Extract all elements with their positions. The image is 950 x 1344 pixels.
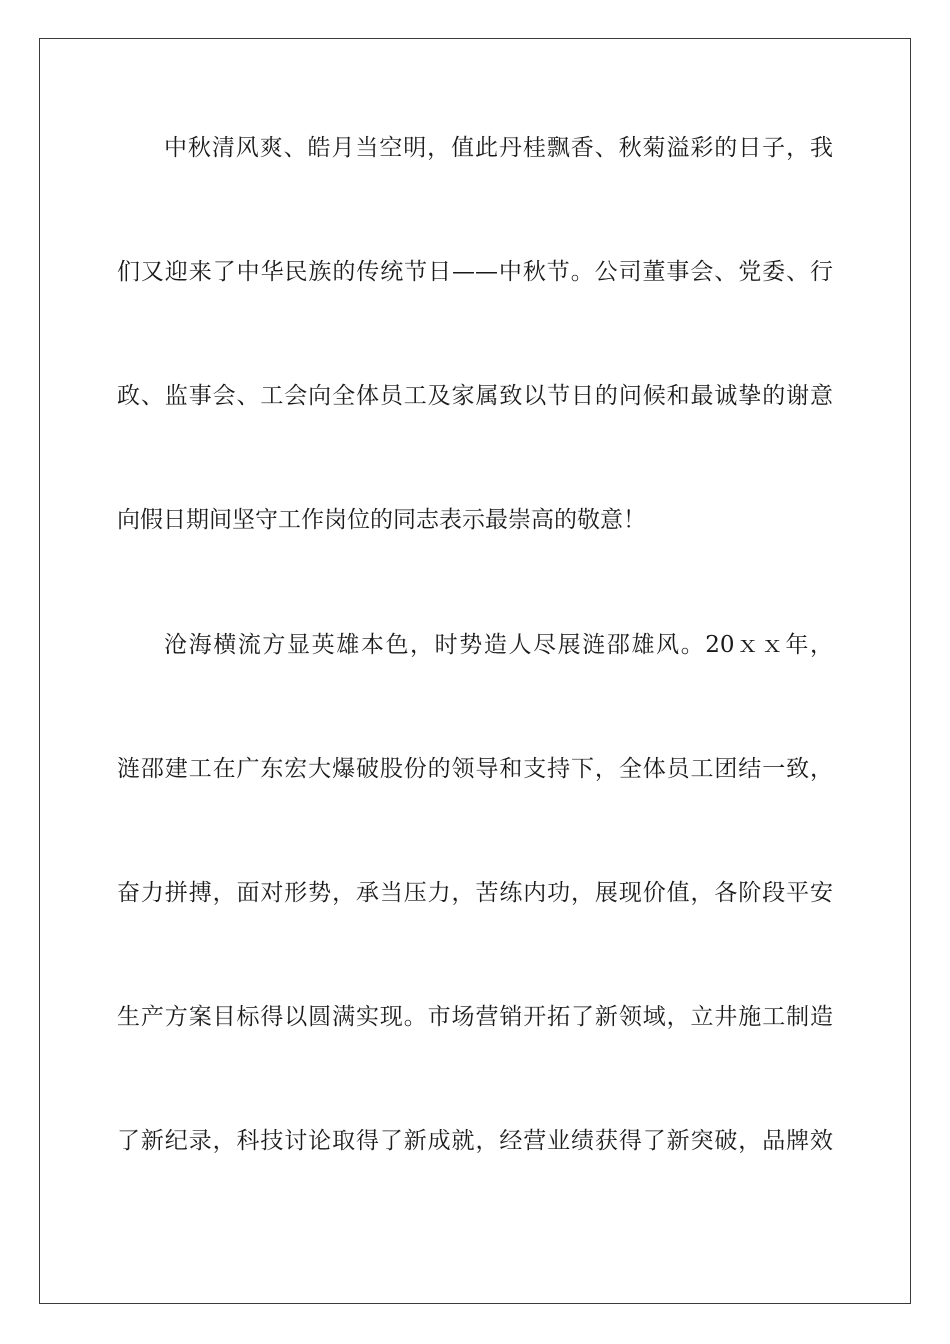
paragraph-2-line-4: 生产方案目标得以圆满实现。市场营销开拓了新领域，立井施工制造: [117, 1004, 833, 1030]
paragraph-2-line-2: 涟邵建工在广东宏大爆破股份的领导和支持下，全体员工团结一致，: [117, 756, 833, 782]
paragraph-1-line-1: 中秋清风爽、皓月当空明，值此丹桂飘香、秋菊溢彩的日子，我: [164, 135, 833, 161]
paragraph-2-line-1: 沧海横流方显英雄本色，时势造人尽展涟邵雄风。20ｘｘ年，: [164, 632, 833, 658]
paragraph-2-line-3: 奋力拼搏，面对形势，承当压力，苦练内功，展现价值，各阶段平安: [117, 880, 833, 906]
paragraph-1-line-4: 向假日期间坚守工作岗位的同志表示最崇高的敬意！: [117, 507, 646, 533]
paragraph-2-line-5: 了新纪录，科技讨论取得了新成就，经营业绩获得了新突破，品牌效: [117, 1128, 833, 1154]
page-border: [39, 38, 911, 1304]
paragraph-1-line-3: 政、监事会、工会向全体员工及家属致以节日的问候和最诚挚的谢意: [117, 383, 833, 409]
paragraph-1-line-2: 们又迎来了中华民族的传统节日——中秋节。公司董事会、党委、行: [117, 259, 833, 285]
